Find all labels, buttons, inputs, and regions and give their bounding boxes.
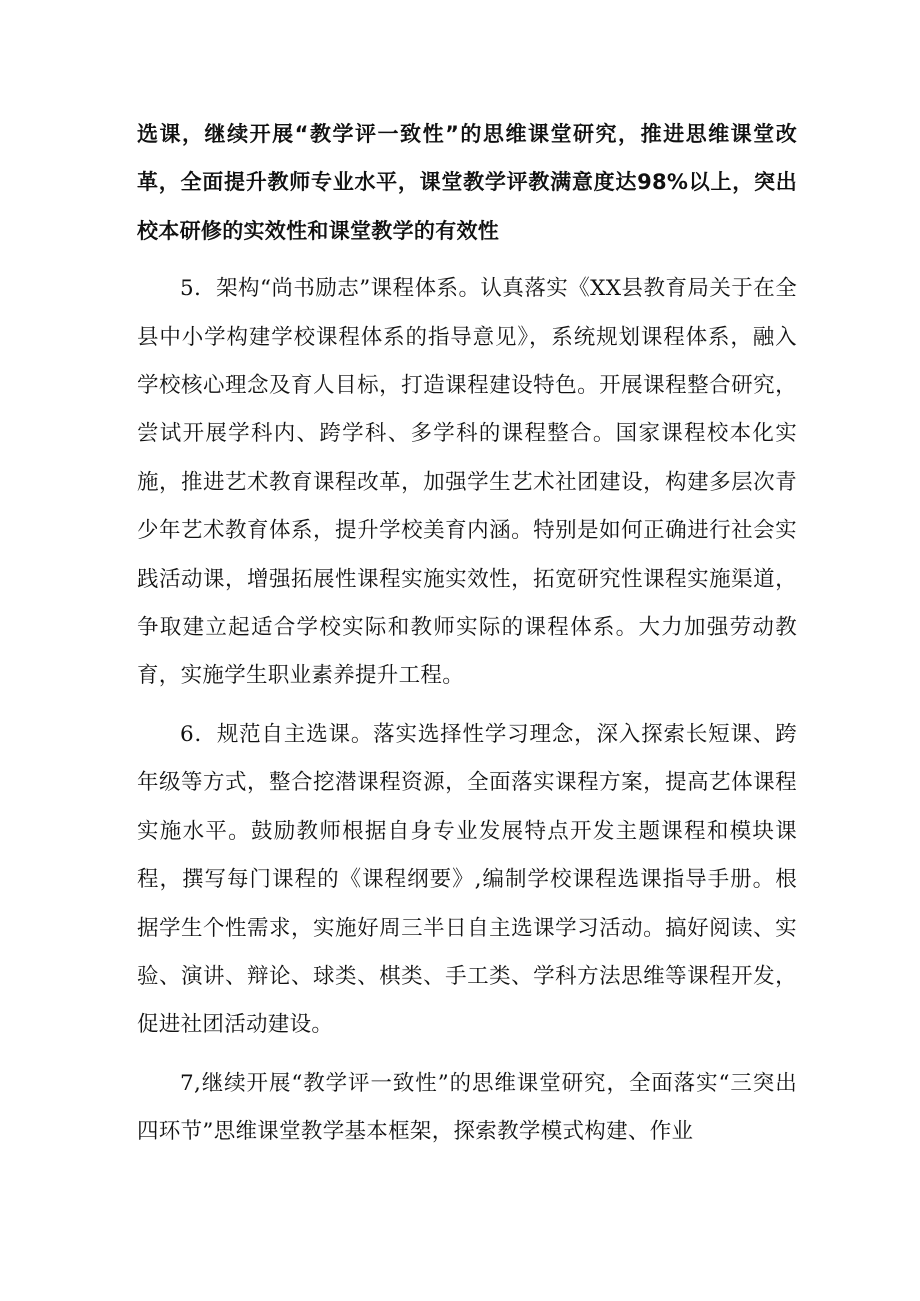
paragraph-item-6: 6．规范自主选课。落实选择性学习理念，深入探索长短课、跨年级等方式，整合挖潜课程资源，全面落实课程方案，提高艺体课程实施水平。鼓励教师根据自身专业发展特点开发主题课程和模块课程，撰写每门课程的《课程纲要》,编制学校课程选课指导手册。根据学生个性需求，实施好周三半日自主选课学习活动。搞好阅读、实验、演讲、辩论、球类、棋类、手工类、学科方法思维等课程开发，促进社团活动建设。 — [137, 721, 797, 1038]
paragraph-gap — [137, 1050, 797, 1060]
paragraph-gap — [137, 255, 797, 265]
paragraph-item-5: 5．架构“尚书励志”课程体系。认真落实《XX县教育局关于在全县中小学构建学校课程体系的指导意见》，系统规划课程体系，融入学校核心理念及育人目标，打造课程建设特色。开展课程整合研究，尝试开展学科内、跨学科、多学科的课程整合。国家课程校本化实施，推进艺术教育课程改革，加强学生艺术社团建设，构建多层次青少年艺术教育体系，提升学校美育内涵。特别是如何正确进行社会实践活动课，增强拓展性课程实施实效性，拓宽研究性课程实施渠道，争取建立起适合学校实际和教师实际的课程体系。大力加强劳动教育，实施学生职业素养提升工程。 — [137, 276, 797, 689]
paragraph-intro-bold: 选课，继续开展“教学评一致性”的思维课堂研究，推进思维课堂改革，全面提升教师专业水平，课堂教学评教满意度达98%以上，突出校本研修的实效性和课堂教学的有效性 — [137, 122, 797, 243]
paragraph-gap — [137, 701, 797, 711]
document-body — [137, 110, 797, 1157]
paragraph-item-7: 7,继续开展“教学评一致性”的思维课堂研究，全面落实“三突出四环节”思维课堂教学基本框架，探索教学模式构建、作业 — [137, 1070, 797, 1145]
